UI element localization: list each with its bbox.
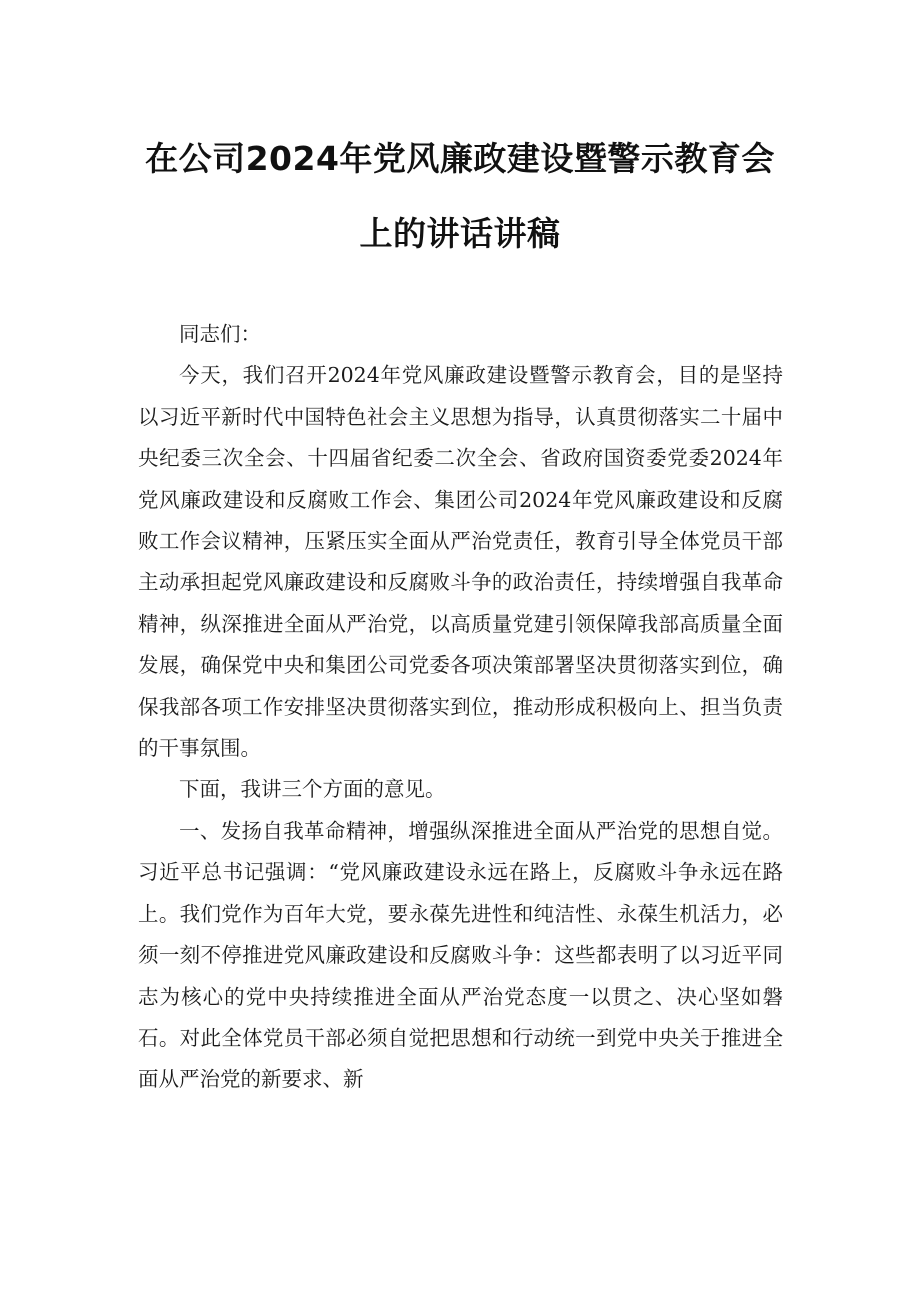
- document-title-line-1: 在公司2024年党风廉政建设暨警示教育会: [145, 139, 775, 178]
- body-paragraph: 下面，我讲三个方面的意见。: [179, 777, 446, 802]
- salutation-paragraph: 同志们：: [179, 322, 261, 346]
- document-title-line-2: 上的讲话讲稿: [359, 214, 561, 253]
- body-paragraph: 今天，我们召开2024年党风廉政建设暨警示教育会，目的是坚持以习近平新时代中国特色社会主义思想为指导，认真贯彻落实二十届中央纪委三次全会、十四届省纪委二次全会、省政府国资委党委2024年党风廉政建设和反腐败工作会、集团公司2024年党风廉政建设和反腐败工作会议精神，压紧压实全面从严治党责任，教育引导全体党员干部主动承担起党风廉政建设和反腐败斗争的政治责任，持续增强自我革命精神，纵深推进全面从严治党，以高质量党建引领保障我部高质量全面发展，确保党中央和集团公司党委各项决策部署坚决贯彻落实到位，确保我部各项工作安排坚决贯彻落实到位，推动形成积极向上、担当负责的干事氛围。: [138, 363, 783, 761]
- document-body: [138, 314, 783, 1101]
- body-paragraph: 一、发扬自我革命精神，增强纵深推进全面从严治党的思想自觉。习近平总书记强调：“党风廉政建设永远在路上，反腐败斗争永远在路上。我们党作为百年大党，要永葆先进性和纯洁性、永葆生机活力，必须一刻不停推进党风廉政建设和反腐败斗争：这些都表明了以习近平同志为核心的党中央持续推进全面从严治党态度一以贯之、决心坚如磐石。对此全体党员干部必须自觉把思想和行动统一到党中央关于推进全面从严治党的新要求、新: [138, 818, 783, 1092]
